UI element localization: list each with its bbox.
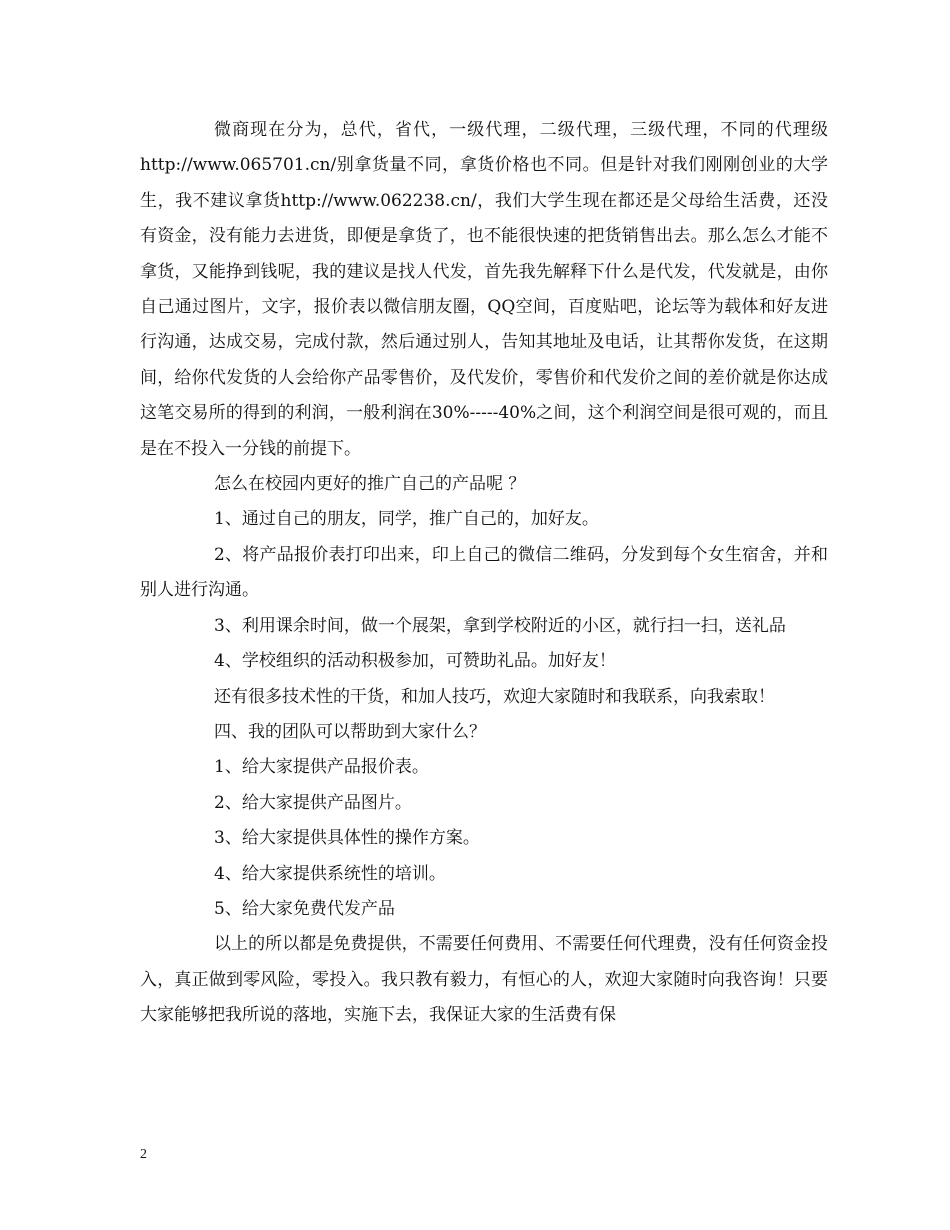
paragraph-closing: 以上的所以都是免费提供，不需要任何费用、不需要任何代理费，没有任何资金投入，真正做到零风险，零投入。我只教有毅力，有恒心的人，欢迎大家随时向我咨询！只要大家能够把我所说的落地，实施下去，我保证大家的生活费有保 xyxy=(140,934,828,1026)
section-heading-team: 四、我的团队可以帮助到大家什么？ xyxy=(214,721,486,742)
list-item: 1、通过自己的朋友，同学，推广自己的，加好友。 xyxy=(214,509,599,530)
list-item: 3、给大家提供具体性的操作方案。 xyxy=(214,828,480,849)
list-item: 2、将产品报价表打印出来，印上自己的微信二维码，分发到每个女生宿舍，并和别人进行沟通。 xyxy=(140,544,828,601)
list-item: 1、给大家提供产品报价表。 xyxy=(214,757,429,778)
paragraph-intro: 微商现在分为，总代，省代，一级代理，二级代理，三级代理，不同的代理级http://www.065701.cn/别拿货量不同，拿货价格也不同。但是针对我们刚刚创业的大学生，我不建议拿货http://www.062238.cn/，我们大学生现在都还是父母给生活费，还没有资金，没有能力去进货，即便是拿货了，也不能很快速的把货销售出去。那么怎么才能不拿货，又能挣到钱呢，我的建议是找人代发，首先我先解释下什么是代发，代发就是，由你自己通过图片，文字，报价表以微信朋友圈，QQ空间，百度贴吧，论坛等为载体和好友进行沟通，达成交易，完成付款，然后通过别人，告知其地址及电话，让其帮你发货，在这期间，给你代发货的人会给你产品零售价，及代发价，零售价和代发价之间的差价就是你达成这笔交易所的得到的利润，一般利润在30%-----40%之间，这个利润空间是很可观的，而且是在不投入一分钱的前提下。 xyxy=(140,120,828,459)
list-item: 5、给大家免费代发产品 xyxy=(214,898,395,919)
paragraph-promotion-question: 怎么在校园内更好的推广自己的产品呢 ？ xyxy=(214,474,526,495)
document-body xyxy=(140,113,828,1034)
page-number: 2 xyxy=(140,1147,147,1162)
list-item: 3、利用课余时间，做一个展架，拿到学校附近的小区，就行扫一扫，送礼品 xyxy=(214,615,786,636)
list-item: 4、给大家提供系统性的培训。 xyxy=(214,863,446,884)
list-item: 2、给大家提供产品图片。 xyxy=(214,792,412,813)
paragraph-contact: 还有很多技术性的干货，和加人技巧，欢迎大家随时和我联系，向我索取！ xyxy=(214,686,775,707)
list-item: 4、学校组织的活动积极参加，可赞助礼品。加好友！ xyxy=(214,651,616,672)
